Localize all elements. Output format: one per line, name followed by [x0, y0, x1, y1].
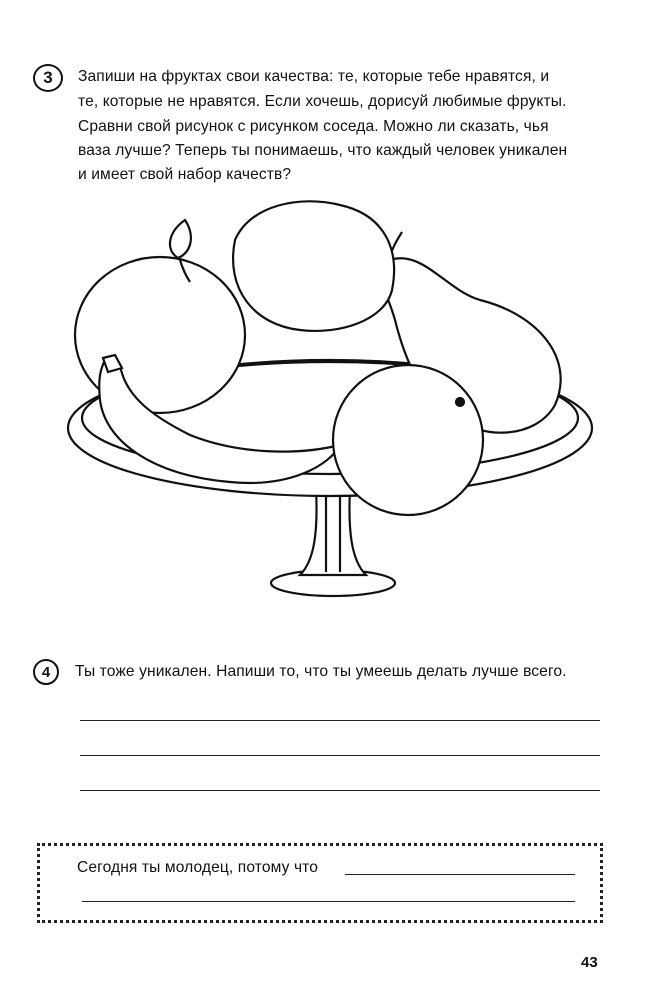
praise-box	[37, 843, 603, 923]
praise-text: Сегодня ты молодец, потому что	[77, 859, 319, 876]
praise-answer-line-1[interactable]	[345, 874, 575, 875]
task-3-text-line: Запиши на фруктах свои качества: те, которые тебе нравятся, и	[78, 68, 550, 85]
task-3-text-line: и имеет свой набор качеств?	[78, 166, 292, 183]
answer-line-2[interactable]	[80, 755, 600, 756]
answer-line-1[interactable]	[80, 720, 600, 721]
peach	[233, 201, 394, 331]
task-3-number: 3	[33, 64, 63, 92]
answer-line-3[interactable]	[80, 790, 600, 791]
praise-answer-line-2[interactable]	[82, 901, 575, 902]
task-3-text-line: ваза лучше? Теперь ты понимаешь, что каждый человек уникален	[78, 142, 568, 159]
orange	[333, 365, 483, 515]
task-4-text: Ты тоже уникален. Напиши то, что ты умеешь делать лучше всего.	[75, 663, 567, 680]
page-number: 43	[581, 954, 598, 971]
task-4-number: 4	[33, 659, 59, 685]
task-3-text-line: Сравни свой рисунок с рисунком соседа. Можно ли сказать, чья	[78, 118, 549, 135]
vase-stem	[300, 488, 366, 575]
task-3-text-line: те, которые не нравятся. Если хочешь, дорисуй любимые фрукты.	[78, 93, 567, 110]
apple-leaf	[170, 220, 191, 258]
